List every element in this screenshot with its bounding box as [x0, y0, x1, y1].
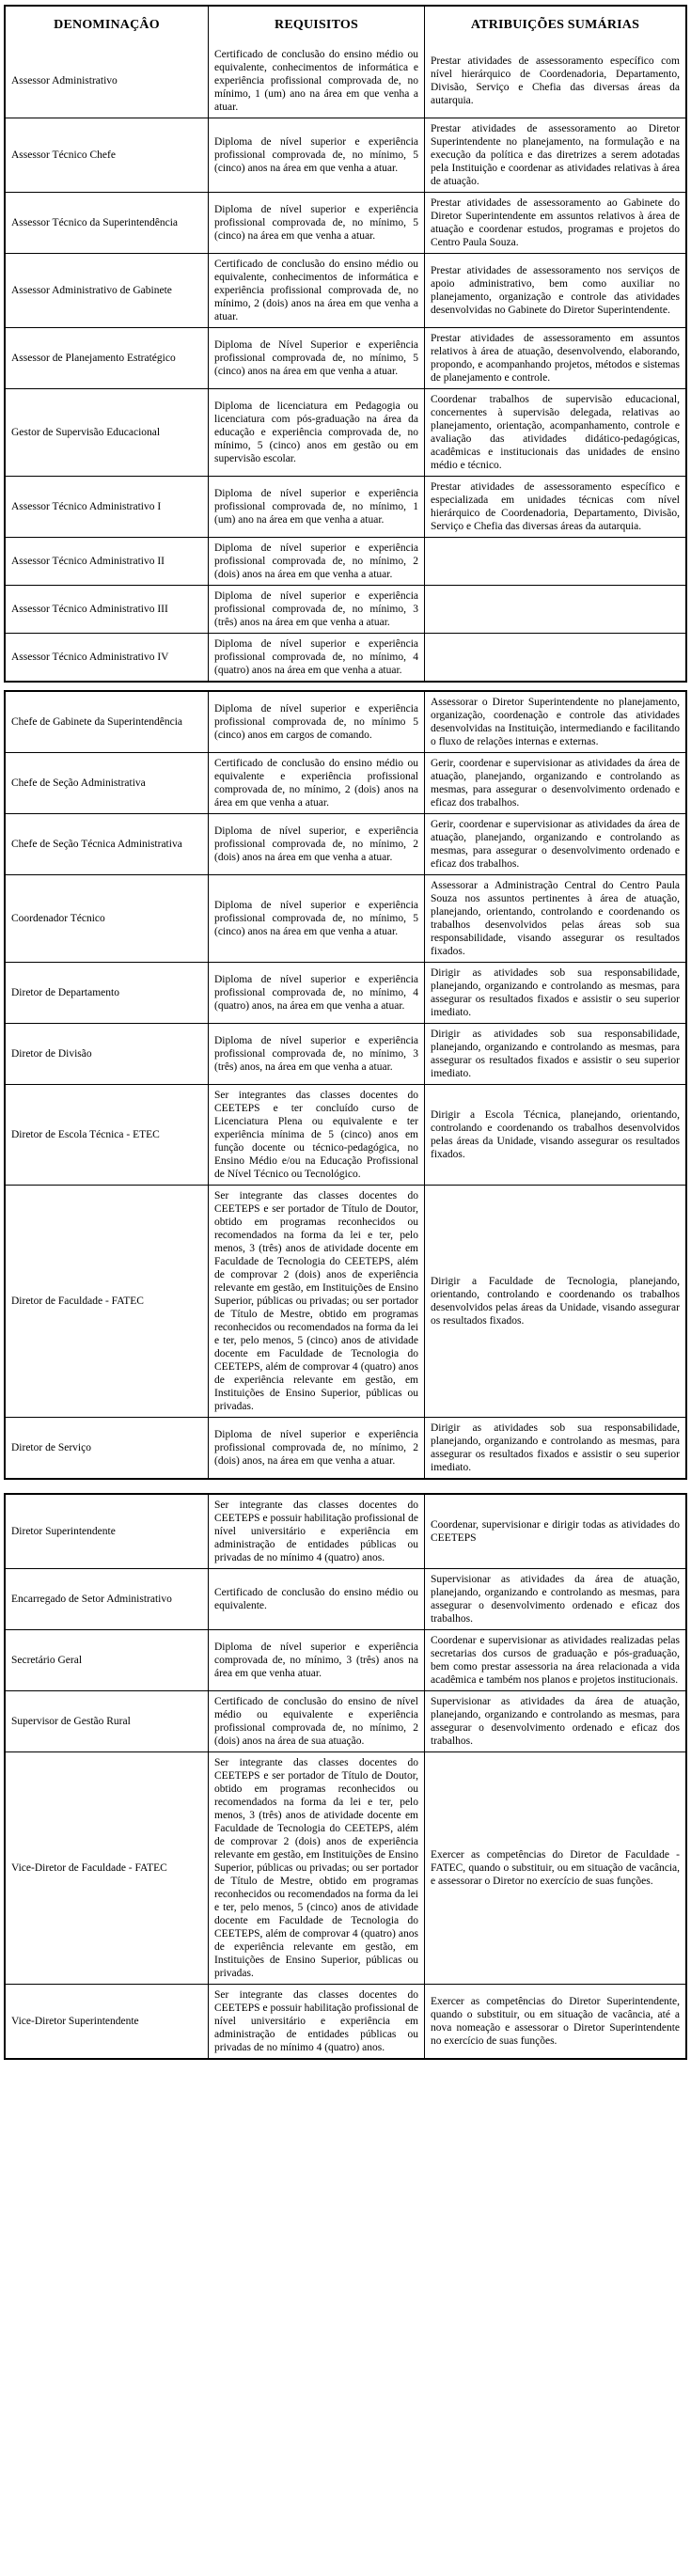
- cell-denominacao: [6, 254, 208, 327]
- job-title-text: Secretário Geral: [11, 1655, 83, 1666]
- cell-denominacao: [6, 1085, 208, 1185]
- cell-denominacao: [6, 389, 208, 476]
- jobs-table-lower-rows: [6, 1495, 685, 2058]
- cell-requisitos: [208, 875, 424, 962]
- cell-requisitos: [208, 1569, 424, 1629]
- table-row: [6, 692, 685, 752]
- duties-text: Dirigir a Escola Técnica, planejando, orientando, controlando e coordenando os trabalhos desenvolvidos pelas áreas da Unidade, visando assegurar os resultados fixados.: [431, 1109, 680, 1160]
- duties-text: Dirigir as atividades sob sua responsabilidade, planejando, organizando e controlando as mesmas, para assegurar os resultados fixados e assistir o seu superior imediato.: [431, 1422, 680, 1473]
- job-title-text: Assessor Técnico Chefe: [11, 149, 116, 161]
- job-title-text: Chefe de Gabinete da Superintendência: [11, 716, 183, 728]
- cell-requisitos: [208, 814, 424, 874]
- requirements-text: Ser integrantes das classes docentes do CEETEPS e ter concluído curso de Licenciatura Plena ou equivalente e ter experiência mínima de 5 (cinco) anos em função docente ou técnico-pedagógica, no Ensino Médio e/ou na Educação Profissional de Nível Técnico ou Tecnológico.: [214, 1090, 418, 1180]
- cell-requisitos: [208, 1752, 424, 1984]
- column-header-requisitos: [208, 7, 424, 44]
- duties-text: Coordenar trabalhos de supervisão educacional, concernentes à supervisão delegada, relativas ao planejamento, orientação, acompanhamento, controle e avaliação das atividades didático-pedagógicas, acadêmicas e institucionais das unidades de ensino médio e técnico.: [431, 394, 680, 471]
- cell-requisitos: [208, 44, 424, 118]
- cell-atribuicoes: [424, 538, 685, 585]
- job-title-text: Assessor Técnico da Superintendência: [11, 217, 179, 228]
- cell-atribuicoes: [424, 1630, 685, 1690]
- jobs-table-upper: [4, 5, 687, 683]
- cell-atribuicoes: [424, 328, 685, 388]
- duties-text: Coordenar e supervisionar as atividades realizadas pelas secretarias dos cursos de graduação e pós-graduação, bem como prestar assessoria na área relacionada a vida acadêmica e também nos planos e projetos institucionais.: [431, 1635, 680, 1686]
- table-row: [6, 1629, 685, 1690]
- duties-text: Coordenar, supervisionar e dirigir todas as atividades do CEETEPS: [431, 1519, 680, 1544]
- job-title-text: Assessor Administrativo: [11, 75, 118, 86]
- table-row: [6, 585, 685, 633]
- requirements-text: Ser integrante das classes docentes do CEETEPS e ser portador de Título de Doutor, obtido em programas reconhecidos ou recomendados na forma da lei e ter, pelo menos, 3 (três) anos de atividade docente em Faculdade de Tecnologia do CEETEPS, além de comprovar 2 (dois) anos de experiência relevante em gestão, em Instituições de Ensino Superior, públicas ou privadas; ou ser portador de Título de Mestre, obtido em programas reconhecidos ou recomendados na forma da lei e ter, pelo menos, 5 (cinco) anos de atividade docente em Faculdade de Tecnologia do CEETEPS, além de comprovar 4 (quatro) anos de experiência relevante em gestão, em Instituições de Ensino Superior, públicas ou privadas.: [214, 1757, 418, 1979]
- requirements-text: Ser integrante das classes docentes do CEETEPS e possuir habilitação profissional de nível universitário e experiência em administração de entidades públicas ou privadas de no mínimo 4 (quatro) anos.: [214, 1989, 418, 2053]
- cell-denominacao: [6, 477, 208, 537]
- cell-requisitos: [208, 963, 424, 1023]
- requirements-text: Diploma de Nível Superior e experiência profissional comprovada de, no mínimo, 5 (cinco) anos na área em que venha a atuar.: [214, 339, 418, 377]
- cell-denominacao: [6, 1186, 208, 1417]
- cell-requisitos: [208, 1186, 424, 1417]
- cell-requisitos: [208, 1495, 424, 1568]
- duties-text: Prestar atividades de assessoramento nos serviços de apoio administrativo, bem como auxiliar no planejamento, organização e controle das atividades desenvolvidas no Gabinete do Diretor Superintendente.: [431, 265, 680, 316]
- cell-atribuicoes: [424, 1186, 685, 1417]
- duties-text: Exercer as competências do Diretor Superintendente, quando o substituir, ou em situação de vacância, até a nova nomeação e assessorar o Diretor Superintendente no exercício de suas funções.: [431, 1996, 680, 2047]
- job-title-text: Gestor de Supervisão Educacional: [11, 427, 161, 438]
- requirements-text: Diploma de licenciatura em Pedagogia ou licenciatura com pós-graduação na área da educação e experiência comprovada de, no mínimo, 5 (cinco) anos em gestão ou em supervisão escolar.: [214, 401, 418, 464]
- table-row: [6, 192, 685, 253]
- cell-atribuicoes: [424, 1418, 685, 1478]
- requirements-text: Diploma de nível superior e experiência profissional comprovada de, no mínimo, 5 (cinco) na área em que venha a atuar.: [214, 204, 418, 242]
- job-title-text: Diretor de Serviço: [11, 1442, 91, 1453]
- cell-denominacao: [6, 1418, 208, 1478]
- requirements-text: Ser integrante das classes docentes do CEETEPS e possuir habilitação profissional de nível universitário e experiência em administração de entidades públicas ou privadas de no mínimo 4 (quatro) anos.: [214, 1500, 418, 1563]
- table-row: [6, 752, 685, 813]
- cell-atribuicoes: [424, 586, 685, 633]
- cell-requisitos: [208, 634, 424, 681]
- table-header-row: [6, 7, 685, 44]
- cell-atribuicoes: [424, 1495, 685, 1568]
- job-title-text: Diretor Superintendente: [11, 1526, 116, 1537]
- table-row: [6, 1568, 685, 1629]
- cell-atribuicoes: [424, 1752, 685, 1984]
- duties-text: Dirigir as atividades sob sua responsabilidade, planejando, organizando e controlando as mesmas, para assegurar os resultados fixados e assistir o seu superior imediato.: [431, 967, 680, 1018]
- cell-atribuicoes: [424, 753, 685, 813]
- job-title-text: Vice-Diretor de Faculdade - FATEC: [11, 1862, 167, 1874]
- cell-denominacao: [6, 1024, 208, 1084]
- cell-atribuicoes: [424, 1691, 685, 1751]
- duties-text: Gerir, coordenar e supervisionar as atividades da área de atuação, planejando, organizando e controlando as mesmas, para assegurar o desenvolvimento ordenado e eficaz dos trabalhos.: [431, 819, 680, 870]
- job-title-text: Chefe de Seção Técnica Administrativa: [11, 839, 182, 850]
- column-header-label: ATRIBUIÇÕES SUMÁRIAS: [470, 18, 640, 32]
- cell-denominacao: [6, 328, 208, 388]
- cell-requisitos: [208, 1630, 424, 1690]
- cell-atribuicoes: [424, 1085, 685, 1185]
- cell-requisitos: [208, 1024, 424, 1084]
- cell-requisitos: [208, 753, 424, 813]
- cell-requisitos: [208, 692, 424, 752]
- jobs-table-middle-rows: [6, 692, 685, 1478]
- cell-denominacao: [6, 193, 208, 253]
- cell-denominacao: [6, 1985, 208, 2058]
- cell-atribuicoes: [424, 634, 685, 681]
- job-title-text: Assessor de Planejamento Estratégico: [11, 353, 176, 364]
- column-header-label: REQUISITOS: [275, 18, 358, 32]
- jobs-table-middle: [4, 690, 687, 1480]
- job-title-text: Assessor Técnico Administrativo IV: [11, 652, 169, 663]
- duties-text: Prestar atividades de assessoramento específico com nível hierárquico de Coordenadoria, Departamento, Divisão, Serviço e Chefia das diversas áreas da autarquia.: [431, 55, 680, 106]
- cell-requisitos: [208, 193, 424, 253]
- table-row: [6, 1984, 685, 2058]
- requirements-text: Diploma de nível superior e experiência profissional comprovada de, no mínimo 5 (cinco) anos em cargos de comando.: [214, 703, 418, 741]
- job-title-text: Diretor de Departamento: [11, 987, 119, 998]
- job-title-text: Chefe de Seção Administrativa: [11, 778, 146, 789]
- table-row: [6, 118, 685, 192]
- job-title-text: Assessor Técnico Administrativo I: [11, 501, 162, 512]
- job-title-text: Assessor Técnico Administrativo II: [11, 556, 165, 567]
- duties-text: Gerir, coordenar e supervisionar as atividades da área de atuação, planejando, organizando e controlando as mesmas, para assegurar o desenvolvimento ordenado e eficaz dos trabalhos.: [431, 758, 680, 809]
- requirements-text: Diploma de nível superior e experiência profissional comprovada de, no mínimo, 5 (cinco) anos na área em que venha a atuar.: [214, 136, 418, 174]
- cell-denominacao: [6, 1691, 208, 1751]
- cell-requisitos: [208, 538, 424, 585]
- cell-denominacao: [6, 118, 208, 192]
- cell-atribuicoes: [424, 963, 685, 1023]
- requirements-text: Certificado de conclusão do ensino médio ou equivalente, conhecimentos de informática e experiência profissional comprovada de, no mínimo, 2 (dois) anos na área em que venha a atuar.: [214, 259, 418, 322]
- table-row: [6, 1084, 685, 1185]
- jobs-table-upper-rows: [6, 44, 685, 681]
- cell-denominacao: [6, 875, 208, 962]
- cell-requisitos: [208, 1085, 424, 1185]
- requirements-text: Certificado de conclusão do ensino médio ou equivalente e experiência profissional comprovada de, no mínimo, 2 (dois) anos na área em que venha a atuar.: [214, 758, 418, 809]
- table-row: [6, 874, 685, 962]
- column-header-label: DENOMINAÇÂO: [54, 18, 160, 32]
- requirements-text: Certificado de conclusão do ensino médio ou equivalente.: [214, 1587, 418, 1611]
- requirements-text: Diploma de nível superior e experiência profissional comprovada de, no mínimo, 2 (dois) anos na área em que venha a atuar.: [214, 542, 418, 580]
- job-title-text: Encarregado de Setor Administrativo: [11, 1594, 172, 1605]
- cell-atribuicoes: [424, 389, 685, 476]
- column-header-atribuicoes: [424, 7, 685, 44]
- duties-text: Assessorar a Administração Central do Centro Paula Souza nos assuntos pertinentes à área de atuação, planejando, orientando, controlando e coordenando os trabalhos desenvolvidos pelas áreas sob sua responsabilidade, visando assegurar os resultados fixados.: [431, 880, 680, 957]
- table-row: [6, 388, 685, 476]
- requirements-text: Certificado de conclusão do ensino médio ou equivalente, conhecimentos de informática e experiência profissional comprovada de, no mínimo, 1 (um) ano na área em que venha a atuar.: [214, 49, 418, 113]
- cell-atribuicoes: [424, 875, 685, 962]
- job-title-text: Assessor Técnico Administrativo III: [11, 604, 168, 615]
- job-title-text: Assessor Administrativo de Gabinete: [11, 285, 172, 296]
- table-row: [6, 537, 685, 585]
- table-row: [6, 633, 685, 681]
- table-row: [6, 1417, 685, 1478]
- cell-requisitos: [208, 1691, 424, 1751]
- cell-atribuicoes: [424, 1024, 685, 1084]
- requirements-text: Certificado de conclusão do ensino de nível médio ou equivalente e experiência profissional comprovada de, no mínimo, 2 (dois) anos na área de sua atuação.: [214, 1696, 418, 1747]
- job-title-text: Supervisor de Gestão Rural: [11, 1716, 131, 1727]
- duties-text: Exercer as competências do Diretor de Faculdade - FATEC, quando o substituir, ou em situação de vacância, e assessorar o Diretor no exercício de suas funções.: [431, 1849, 680, 1887]
- table-row: [6, 1751, 685, 1984]
- cell-requisitos: [208, 328, 424, 388]
- table-row: [6, 1495, 685, 1568]
- table-row: [6, 1690, 685, 1751]
- cell-denominacao: [6, 1630, 208, 1690]
- requirements-text: Diploma de nível superior e experiência profissional comprovada de, no mínimo, 3 (três) anos na área em que venha a atuar.: [214, 590, 418, 628]
- cell-requisitos: [208, 586, 424, 633]
- cell-atribuicoes: [424, 254, 685, 327]
- cell-denominacao: [6, 44, 208, 118]
- cell-denominacao: [6, 963, 208, 1023]
- requirements-text: Diploma de nível superior, e experiência profissional comprovada de, no mínimo, 2 (dois) anos na área em que venha a atuar.: [214, 825, 418, 863]
- table-row: [6, 327, 685, 388]
- cell-denominacao: [6, 1495, 208, 1568]
- requirements-text: Diploma de nível superior e experiência profissional comprovada de, no mínimo, 5 (cinco) anos na área em que venha a atuar.: [214, 900, 418, 937]
- requirements-text: Diploma de nível superior e experiência comprovada de, no mínimo, 3 (três) anos na área em que venha atuar.: [214, 1641, 418, 1679]
- duties-text: Dirigir as atividades sob sua responsabilidade, planejando, organizando e controlando as mesmas, para assegurar os resultados fixados e assistir o seu superior imediato.: [431, 1029, 680, 1079]
- column-header-denominacao: [6, 7, 208, 44]
- duties-text: Assessorar o Diretor Superintendente no planejamento, organização, coordenação e controle das atividades desenvolvidas na Instituição, intermediando e facilitando o fluxo de relações internas e externas.: [431, 697, 680, 747]
- cell-denominacao: [6, 753, 208, 813]
- table-row: [6, 476, 685, 537]
- duties-text: Prestar atividades de assessoramento específico e especializada em unidades técnicas com nível hierárquico de Coordenadoria, Departamento, Divisão, Serviço e Chefia das diversas áreas da autarquia.: [431, 481, 680, 532]
- duties-text: Prestar atividades de assessoramento ao Gabinete do Diretor Superintendente em assuntos relativos à área de atuação e coordenar estudos, programas e projetos do Centro Paula Souza.: [431, 197, 680, 248]
- job-title-text: Coordenador Técnico: [11, 913, 105, 924]
- cell-denominacao: [6, 814, 208, 874]
- duties-text: Prestar atividades de assessoramento em assuntos relativos à área de atuação, desenvolvendo, elaborando, propondo, e acompanhando projetos, métodos e sistemas de planejamento e controle.: [431, 333, 680, 384]
- cell-denominacao: [6, 692, 208, 752]
- cell-requisitos: [208, 389, 424, 476]
- requirements-text: Diploma de nível superior e experiência profissional comprovada de, no mínimo, 2 (dois) anos, na área em que venha a atuar.: [214, 1429, 418, 1467]
- duties-text: Supervisionar as atividades da área de atuação, planejando, organizando e controlando as mesmas, para assegurar o desenvolvimento ordenado e eficaz dos trabalhos.: [431, 1696, 680, 1747]
- cell-atribuicoes: [424, 118, 685, 192]
- cell-denominacao: [6, 1752, 208, 1984]
- cell-atribuicoes: [424, 814, 685, 874]
- table-row: [6, 44, 685, 118]
- table-row: [6, 813, 685, 874]
- duties-text: Supervisionar as atividades da área de atuação, planejando, organizando e controlando as mesmas, para assegurar o desenvolvimento ordenado e eficaz dos trabalhos.: [431, 1574, 680, 1625]
- job-title-text: Diretor de Escola Técnica - ETEC: [11, 1129, 160, 1140]
- duties-text: Prestar atividades de assessoramento ao Diretor Superintendente no planejamento, na formulação e na execução da política e das diretrizes a serem adotadas pela Instituição e coordenar as atividades relativas à área de atuação.: [431, 123, 680, 187]
- cell-atribuicoes: [424, 692, 685, 752]
- cell-denominacao: [6, 1569, 208, 1629]
- requirements-text: Diploma de nível superior e experiência profissional comprovada de, no mínimo, 3 (três) anos, na área em que venha a atuar.: [214, 1035, 418, 1073]
- table-row: [6, 1023, 685, 1084]
- cell-requisitos: [208, 254, 424, 327]
- cell-atribuicoes: [424, 44, 685, 118]
- cell-atribuicoes: [424, 1569, 685, 1629]
- table-row: [6, 962, 685, 1023]
- duties-text: Dirigir a Faculdade de Tecnologia, planejando, orientando, controlando e coordenando os trabalhos desenvolvidos pelas áreas da Unidade, visando assegurar os resultados fixados.: [431, 1276, 680, 1327]
- cell-atribuicoes: [424, 477, 685, 537]
- cell-atribuicoes: [424, 1985, 685, 2058]
- requirements-text: Diploma de nível superior e experiência profissional comprovada de, no mínimo, 1 (um) ano na área em que venha a atuar.: [214, 488, 418, 526]
- cell-requisitos: [208, 1985, 424, 2058]
- table-row: [6, 253, 685, 327]
- cell-requisitos: [208, 118, 424, 192]
- table-row: [6, 1185, 685, 1417]
- cell-requisitos: [208, 1418, 424, 1478]
- cell-denominacao: [6, 634, 208, 681]
- requirements-text: Diploma de nível superior e experiência profissional comprovada de, no mínimo, 4 (quatro) anos na área em que venha a atuar.: [214, 638, 418, 676]
- cell-requisitos: [208, 477, 424, 537]
- cell-atribuicoes: [424, 193, 685, 253]
- cell-denominacao: [6, 538, 208, 585]
- cell-denominacao: [6, 586, 208, 633]
- job-title-text: Diretor de Divisão: [11, 1048, 92, 1060]
- requirements-text: Diploma de nível superior e experiência profissional comprovada de, no mínimo, 4 (quatro) anos, na área em que venha a atuar.: [214, 974, 418, 1012]
- jobs-table-lower: [4, 1493, 687, 2060]
- requirements-text: Ser integrante das classes docentes do CEETEPS e ser portador de Título de Doutor, obtido em programas reconhecidos ou recomendados na forma da lei e ter, pelo menos, 3 (três) anos de atividade docente em Faculdade de Tecnologia do CEETEPS, além de comprovar 2 (dois) anos de experiência relevante em gestão, em Instituições de Ensino Superior, públicas ou privadas; ou ser portador de Título de Mestre, obtido em programas reconhecidos ou recomendados na forma da lei e ter, pelo menos, 5 (cinco) anos de atividade docente em Faculdade de Tecnologia do CEETEPS, além de comprovar 4 (quatro) anos de experiência relevante em gestão, em Instituições de Ensino Superior, públicas ou privadas.: [214, 1190, 418, 1412]
- job-title-text: Diretor de Faculdade - FATEC: [11, 1296, 144, 1307]
- job-title-text: Vice-Diretor Superintendente: [11, 2016, 139, 2027]
